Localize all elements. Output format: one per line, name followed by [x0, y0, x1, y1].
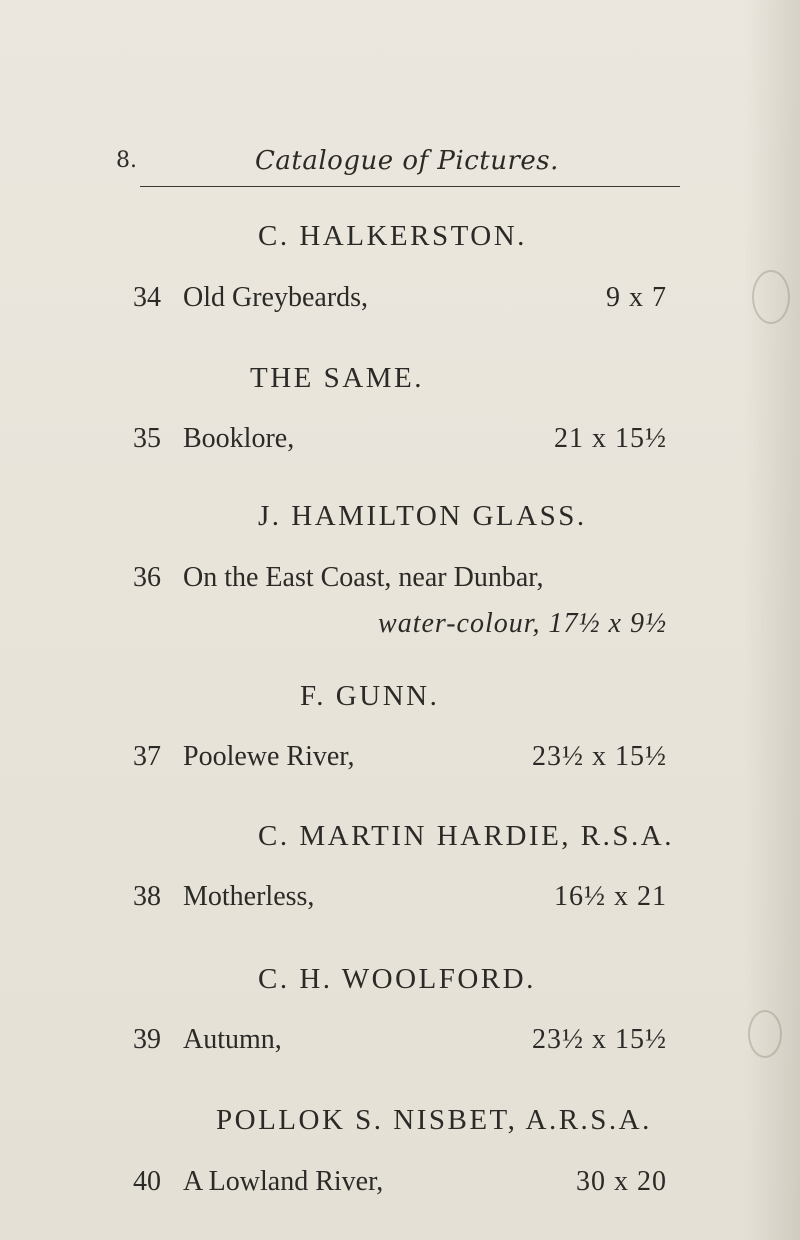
paper-stain — [748, 1010, 782, 1058]
entry-number: 36 — [133, 562, 161, 593]
page-number: 8. — [116, 148, 137, 173]
entry-dimensions: 9 x 7 — [606, 282, 667, 313]
entry-title: Motherless, — [183, 881, 315, 912]
artist-heading: F. GUNN. — [300, 680, 440, 712]
artist-heading: C. H. WOOLFORD. — [258, 963, 536, 995]
catalogue-entry — [0, 741, 800, 781]
artist-heading: THE SAME. — [250, 362, 424, 394]
artist-heading: J. HAMILTON GLASS. — [258, 500, 587, 532]
catalogue-entry — [0, 282, 800, 322]
entry-title: On the East Coast, near Dunbar, — [183, 562, 544, 593]
catalogue-entry — [0, 1166, 800, 1206]
entry-title: Autumn, — [183, 1024, 282, 1055]
running-title: Catalogue of Pictures. — [255, 146, 559, 176]
entry-title: Poolewe River, — [183, 741, 355, 772]
entry-number: 34 — [133, 282, 161, 313]
catalogue-entry — [0, 1024, 800, 1064]
entry-number: 35 — [133, 423, 161, 454]
entry-title: Old Greybeards, — [183, 282, 369, 313]
entry-number: 38 — [133, 881, 161, 912]
catalogue-entry — [0, 423, 800, 463]
artist-heading: C. HALKERSTON. — [258, 220, 527, 252]
entry-dimensions: 23½ x 15½ — [532, 741, 667, 772]
paper-stain — [752, 270, 790, 324]
entry-dimensions: 16½ x 21 — [554, 881, 667, 912]
entry-number: 40 — [133, 1166, 161, 1197]
artist-heading: C. MARTIN HARDIE, R.S.A. — [258, 820, 674, 852]
entry-title: A Lowland River, — [183, 1166, 384, 1197]
artist-heading: POLLOK S. NISBET, A.R.S.A. — [216, 1104, 652, 1136]
entry-title: Booklore, — [183, 423, 295, 454]
entry-dimensions: 23½ x 15½ — [532, 1024, 667, 1055]
catalogue-entry — [0, 562, 800, 652]
entry-medium-dimensions: water-colour, 17½ x 9½ — [378, 608, 667, 639]
entry-number: 37 — [133, 741, 161, 772]
entry-dimensions: 21 x 15½ — [554, 423, 667, 454]
entry-dimensions: 30 x 20 — [576, 1166, 667, 1197]
header-rule — [140, 186, 680, 187]
catalogue-entry — [0, 881, 800, 921]
entry-number: 39 — [133, 1024, 161, 1055]
